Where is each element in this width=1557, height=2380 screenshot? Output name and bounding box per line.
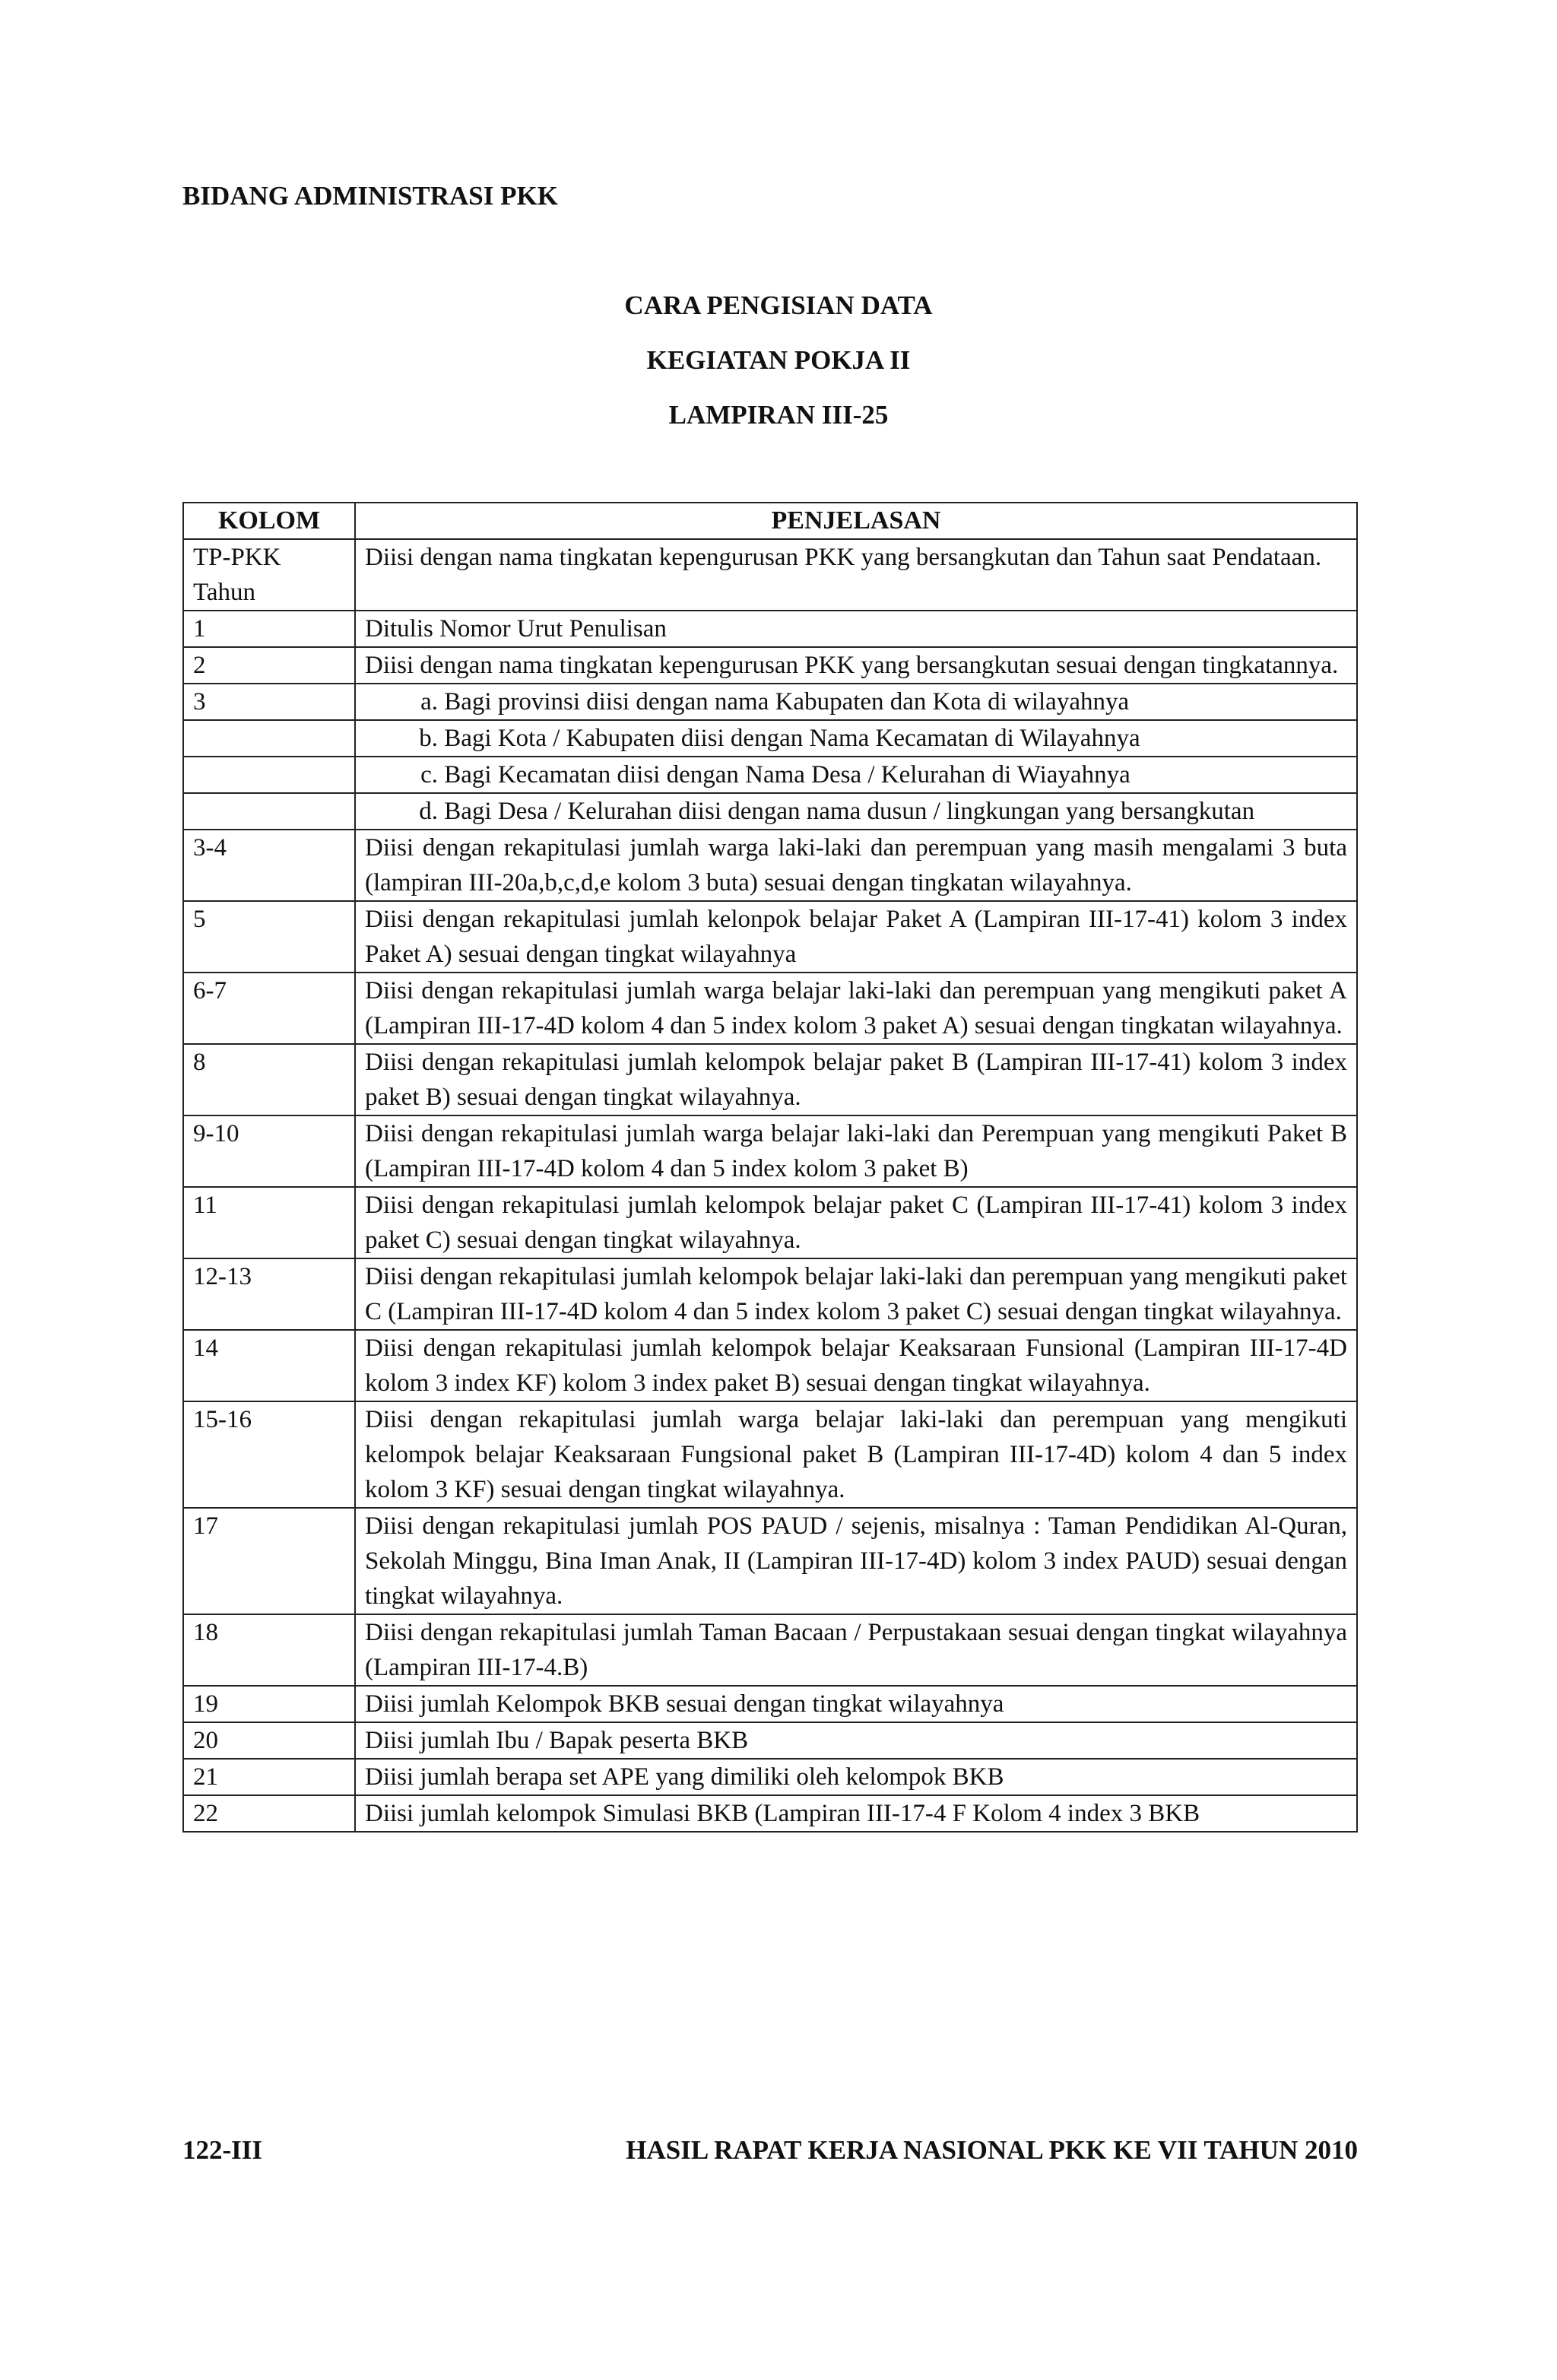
kolom-cell: 14 <box>183 1330 355 1401</box>
table-row <box>183 1258 1357 1330</box>
kolom-cell: 12-13 <box>183 1258 355 1330</box>
header-penjelasan: PENJELASAN <box>355 503 1357 539</box>
kolom-cell: 5 <box>183 901 355 973</box>
kolom-cell: 19 <box>183 1686 355 1722</box>
table-row <box>183 1795 1357 1832</box>
penjelasan-cell: Diisi dengan rekapitulasi jumlah Taman Bacaan / Perpustakaan sesuai dengan tingkat wilayahnya (Lampiran III-17-4.B) <box>355 1614 1357 1686</box>
list-item-text: Bagi provinsi diisi dengan nama Kabupaten dan Kota di wilayahnya <box>444 688 1130 716</box>
table-row <box>183 1686 1357 1722</box>
kolom-cell: 22 <box>183 1795 355 1832</box>
table-row <box>183 647 1357 684</box>
list-marker: a. <box>420 688 438 716</box>
penjelasan-cell: Diisi dengan rekapitulasi jumlah kelompok belajar paket C (Lampiran III-17-41) kolom 3 index paket C) sesuai dengan tingkat wilayahnya. <box>355 1187 1357 1258</box>
header-kolom: KOLOM <box>183 503 355 539</box>
kolom-cell: 17 <box>183 1508 355 1614</box>
explanation-table <box>182 502 1358 1833</box>
penjelasan-cell: Diisi jumlah berapa set APE yang dimiliki oleh kelompok BKB <box>355 1759 1357 1795</box>
penjelasan-cell: Diisi dengan rekapitulasi jumlah kelompok belajar laki-laki dan perempuan yang mengikuti paket C (Lampiran III-17-4D kolom 4 dan 5 index kolom 3 paket C) sesuai dengan tingkat wilayahnya. <box>355 1258 1357 1330</box>
table-row <box>183 1722 1357 1759</box>
kolom-cell: 1 <box>183 611 355 647</box>
title-line-3: LAMPIRAN III-25 <box>668 400 889 430</box>
list-marker: c. <box>420 761 438 789</box>
table-row <box>183 611 1357 647</box>
table-row <box>183 830 1357 901</box>
kolom-cell: 20 <box>183 1722 355 1759</box>
table-row <box>183 720 1357 757</box>
table-row <box>183 973 1357 1044</box>
penjelasan-cell <box>355 684 1357 720</box>
kolom-cell <box>183 757 355 793</box>
penjelasan-cell: Diisi dengan rekapitulasi jumlah warga belajar laki-laki dan Perempuan yang mengikuti Paket B (Lampiran III-17-4D kolom 4 dan 5 index kolom 3 paket B) <box>355 1115 1357 1187</box>
table-body <box>183 539 1357 1832</box>
penjelasan-cell: Diisi dengan nama tingkatan kepengurusan PKK yang bersangkutan dan Tahun saat Pendataan. <box>355 539 1357 611</box>
table-row <box>183 539 1357 611</box>
penjelasan-cell <box>355 720 1357 757</box>
table-row <box>183 1044 1357 1115</box>
table-row <box>183 1115 1357 1187</box>
kolom-cell: 3 <box>183 684 355 720</box>
penjelasan-cell: Diisi dengan nama tingkatan kepengurusan PKK yang bersangkutan sesuai dengan tingkatannya. <box>355 647 1357 684</box>
kolom-cell: 3-4 <box>183 830 355 901</box>
kolom-cell: 15-16 <box>183 1401 355 1508</box>
penjelasan-cell: Diisi dengan rekapitulasi jumlah kelompok belajar paket B (Lampiran III-17-41) kolom 3 index paket B) sesuai dengan tingkat wilayahnya. <box>355 1044 1357 1115</box>
kolom-cell: 6-7 <box>183 973 355 1044</box>
list-item-text: Bagi Kota / Kabupaten diisi dengan Nama Kecamatan di Wilayahnya <box>444 725 1140 752</box>
section-header: BIDANG ADMINISTRASI PKK <box>182 181 558 211</box>
title-block <box>0 283 1557 447</box>
penjelasan-cell <box>355 757 1357 793</box>
penjelasan-cell: Diisi jumlah kelompok Simulasi BKB (Lampiran III-17-4 F Kolom 4 index 3 BKB <box>355 1795 1357 1832</box>
kolom-cell: 8 <box>183 1044 355 1115</box>
penjelasan-cell: Diisi dengan rekapitulasi jumlah warga belajar laki-laki dan perempuan yang mengikuti paket A (Lampiran III-17-4D kolom 4 dan 5 index kolom 3 paket A) sesuai dengan tingkatan wilayahnya. <box>355 973 1357 1044</box>
page-number: 122-III <box>182 2135 263 2165</box>
kolom-cell <box>183 720 355 757</box>
kolom-cell: 18 <box>183 1614 355 1686</box>
table-row <box>183 1187 1357 1258</box>
penjelasan-cell: Diisi jumlah Ibu / Bapak peserta BKB <box>355 1722 1357 1759</box>
table-row <box>183 757 1357 793</box>
list-item-text: Bagi Kecamatan diisi dengan Nama Desa / Kelurahan di Wiayahnya <box>444 761 1130 789</box>
kolom-cell: 11 <box>183 1187 355 1258</box>
kolom-cell: 9-10 <box>183 1115 355 1187</box>
table-header-row <box>183 503 1357 539</box>
table-row <box>183 684 1357 720</box>
table-row <box>183 1614 1357 1686</box>
penjelasan-cell <box>355 793 1357 830</box>
penjelasan-cell: Diisi dengan rekapitulasi jumlah kelompok belajar Keaksaraan Funsional (Lampiran III-17-4D kolom 3 index KF) kolom 3 index paket B) sesuai dengan tingkat wilayahnya. <box>355 1330 1357 1401</box>
kolom-cell: TP-PKK Tahun <box>183 539 355 611</box>
kolom-cell: 2 <box>183 647 355 684</box>
title-line-1: CARA PENGISIAN DATA <box>624 290 933 320</box>
list-marker: b. <box>419 725 438 752</box>
footer-title: HASIL RAPAT KERJA NASIONAL PKK KE VII TAHUN 2010 <box>626 2135 1358 2165</box>
penjelasan-cell: Diisi dengan rekapitulasi jumlah warga laki-laki dan perempuan yang masih mengalami 3 buta (lampiran III-20a,b,c,d,e kolom 3 buta) sesuai dengan tingkatan wilayahnya. <box>355 830 1357 901</box>
penjelasan-cell: Diisi dengan rekapitulasi jumlah kelonpok belajar Paket A (Lampiran III-17-41) kolom 3 index Paket A) sesuai dengan tingkat wilayahnya <box>355 901 1357 973</box>
kolom-cell <box>183 793 355 830</box>
list-item-text: Bagi Desa / Kelurahan diisi dengan nama dusun / lingkungan yang bersangkutan <box>444 798 1255 825</box>
penjelasan-cell: Diisi dengan rekapitulasi jumlah POS PAUD / sejenis, misalnya : Taman Pendidikan Al-Quran, Sekolah Minggu, Bina Iman Anak, II (Lampiran III-17-4D) kolom 3 index PAUD) sesuai dengan tingkat wilayahnya. <box>355 1508 1357 1614</box>
table-row <box>183 1330 1357 1401</box>
penjelasan-cell: Diisi jumlah Kelompok BKB sesuai dengan tingkat wilayahnya <box>355 1686 1357 1722</box>
table-row <box>183 1759 1357 1795</box>
table-row <box>183 1401 1357 1508</box>
list-marker: d. <box>419 798 438 825</box>
table-row <box>183 1508 1357 1614</box>
table-row <box>183 901 1357 973</box>
penjelasan-cell: Diisi dengan rekapitulasi jumlah warga belajar laki-laki dan perempuan yang mengikuti kelompok belajar Keaksaraan Fungsional paket B (Lampiran III-17-4D) kolom 4 dan 5 index kolom 3 KF) sesuai dengan tingkat wilayahnya. <box>355 1401 1357 1508</box>
table-row <box>183 793 1357 830</box>
penjelasan-cell: Ditulis Nomor Urut Penulisan <box>355 611 1357 647</box>
kolom-cell: 21 <box>183 1759 355 1795</box>
title-line-2: KEGIATAN POKJA II <box>646 345 911 375</box>
